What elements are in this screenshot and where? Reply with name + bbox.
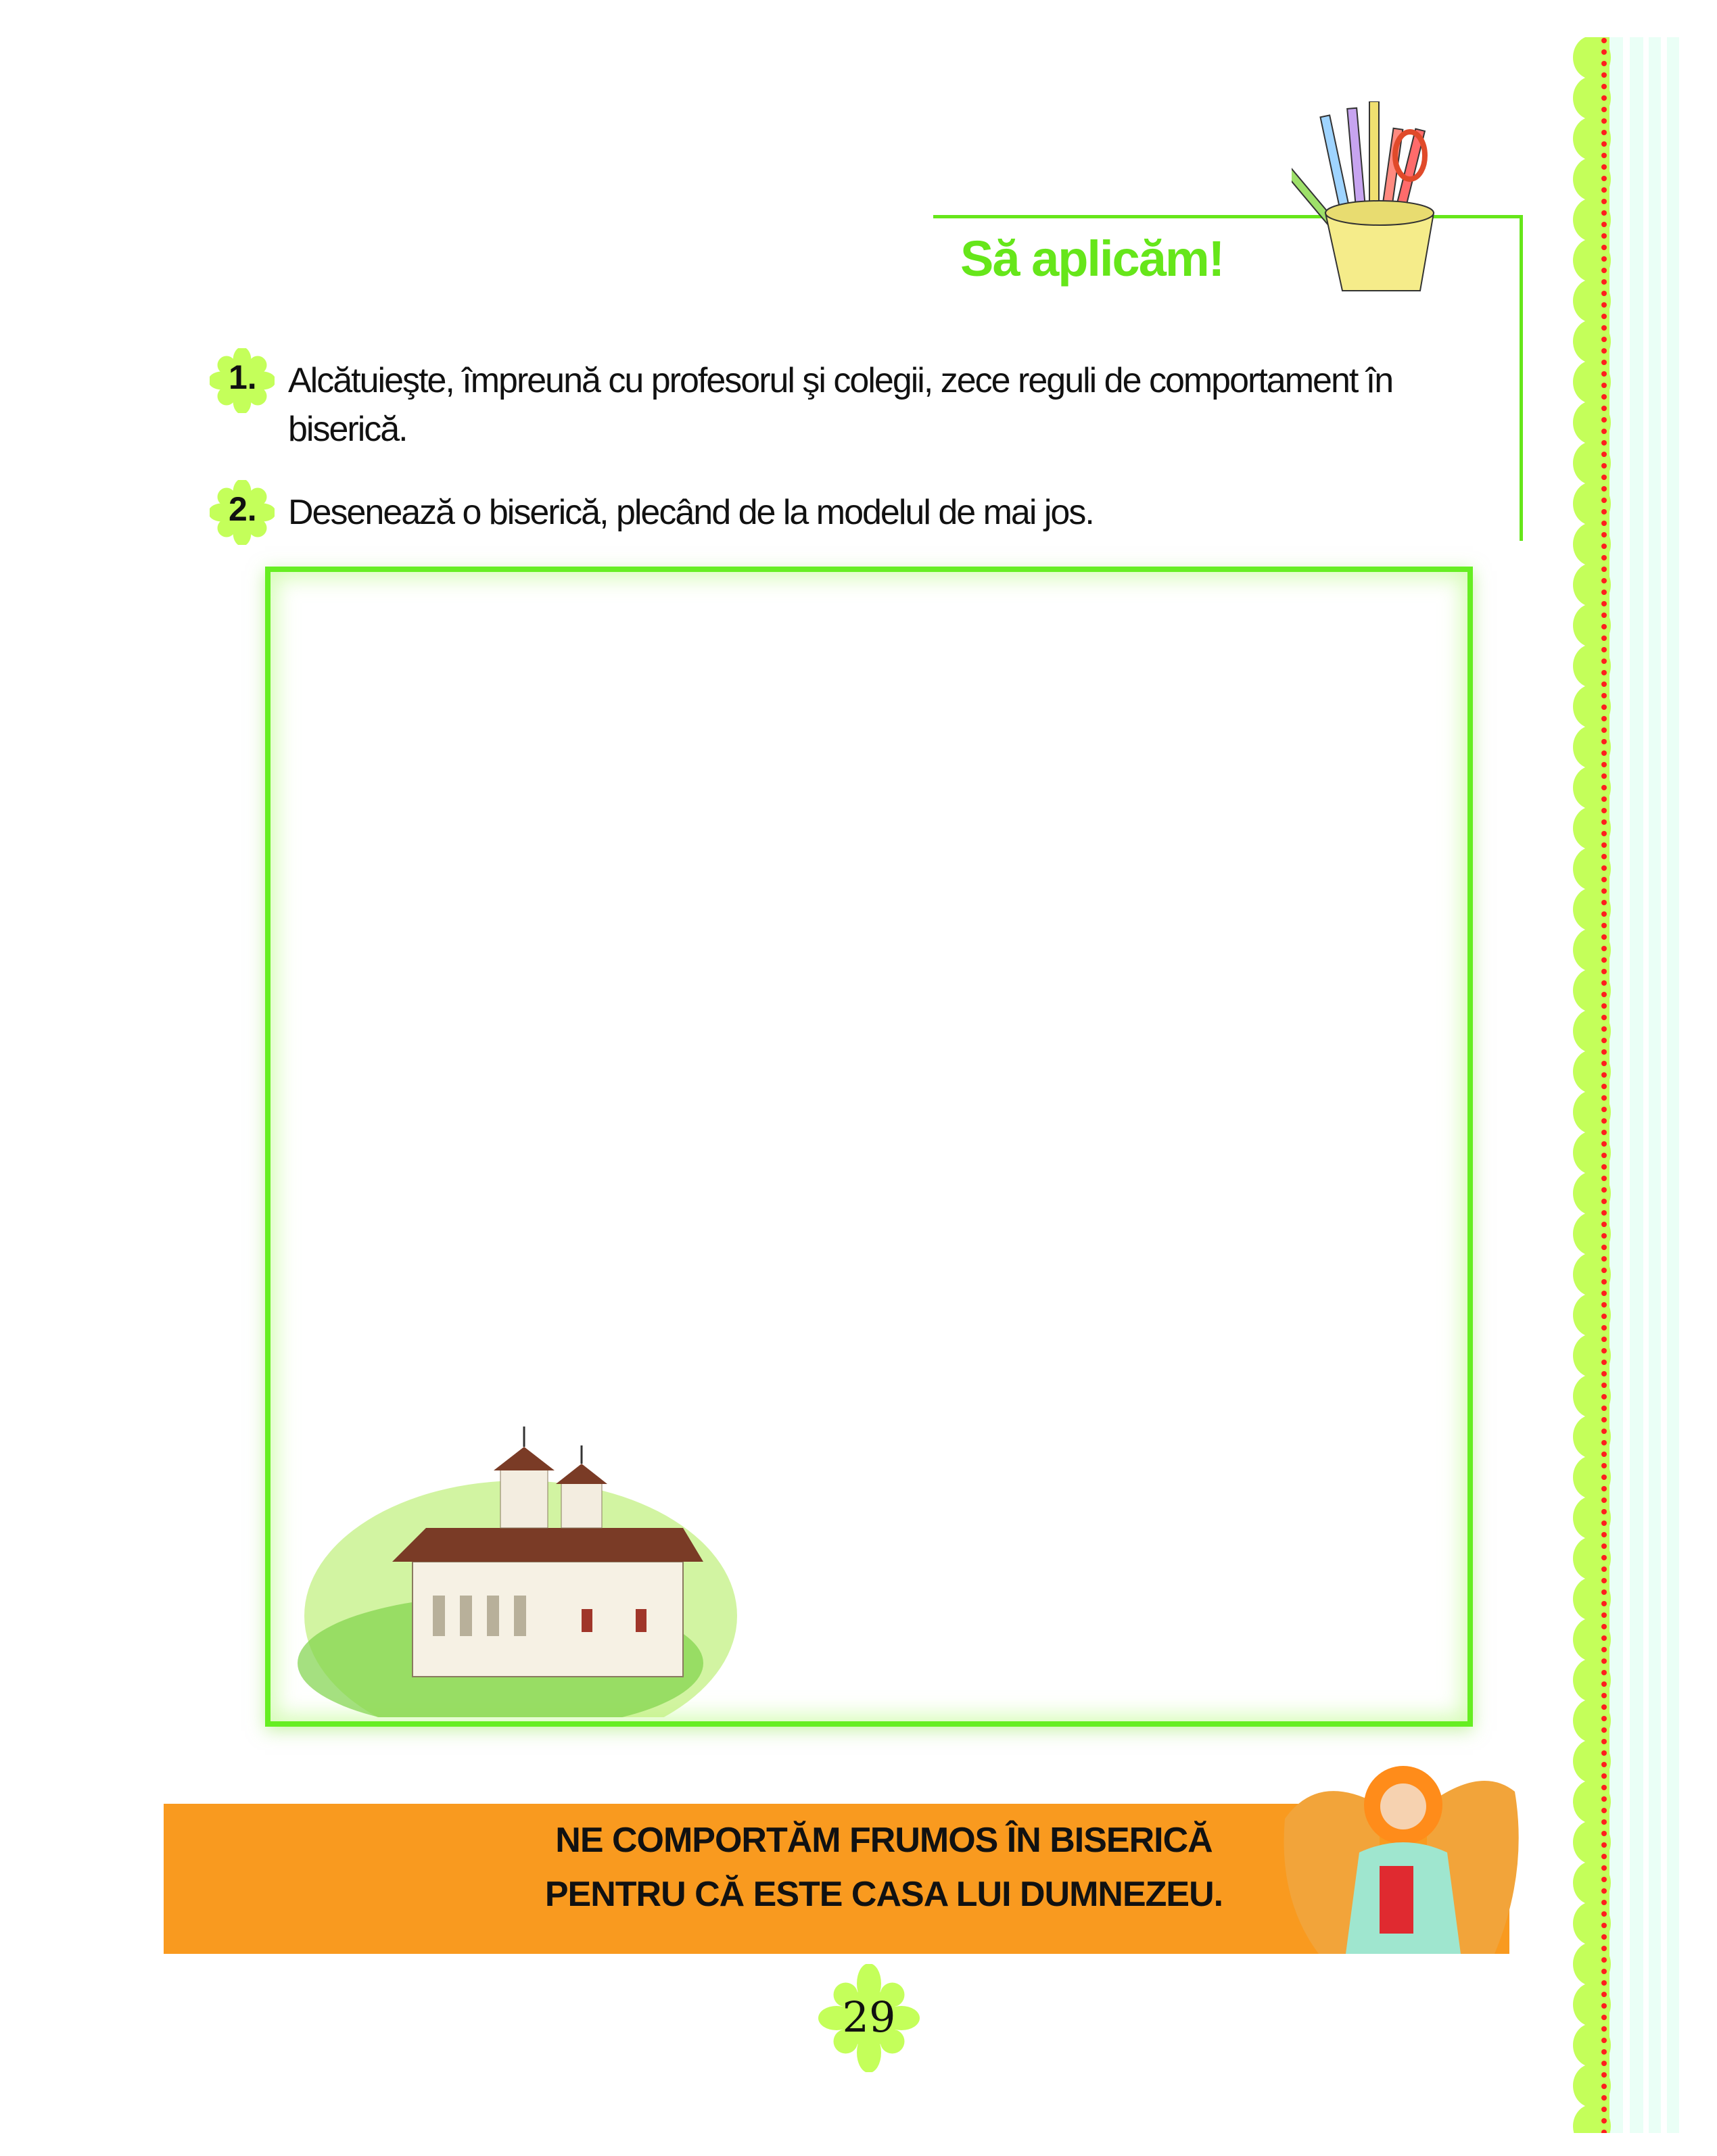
pencil-cup-illustration	[1292, 101, 1488, 304]
decorative-page-border	[1569, 37, 1704, 2133]
exercise-item-2	[210, 480, 1492, 545]
flower-number-badge	[210, 348, 275, 413]
banner-line-1: NE COMPORTĂM FRUMOS ÎN BISERICĂ	[555, 1821, 1213, 1860]
item-text: Desenează o biserică, plecând de la modelul de mai jos.	[288, 493, 1093, 532]
page-number-badge	[818, 1964, 920, 2072]
angel-illustration	[1278, 1765, 1522, 1954]
header-rule-vertical	[1520, 215, 1523, 541]
flower-number-badge	[210, 480, 275, 545]
item-number: 1.	[229, 358, 257, 396]
item-number: 2.	[229, 490, 257, 528]
church-model-illustration	[298, 1393, 771, 1717]
item-text: Alcătuieşte, împreună cu profesorul şi colegii, zece reguli de comportament în biserică.	[288, 361, 1393, 449]
exercise-item-1	[210, 348, 1499, 454]
banner-line-2: PENTRU CĂ ESTE CASA LUI DUMNEZEU.	[544, 1875, 1223, 1914]
page-number: 29	[842, 1992, 896, 2042]
section-title: Să aplicăm!	[960, 231, 1224, 287]
